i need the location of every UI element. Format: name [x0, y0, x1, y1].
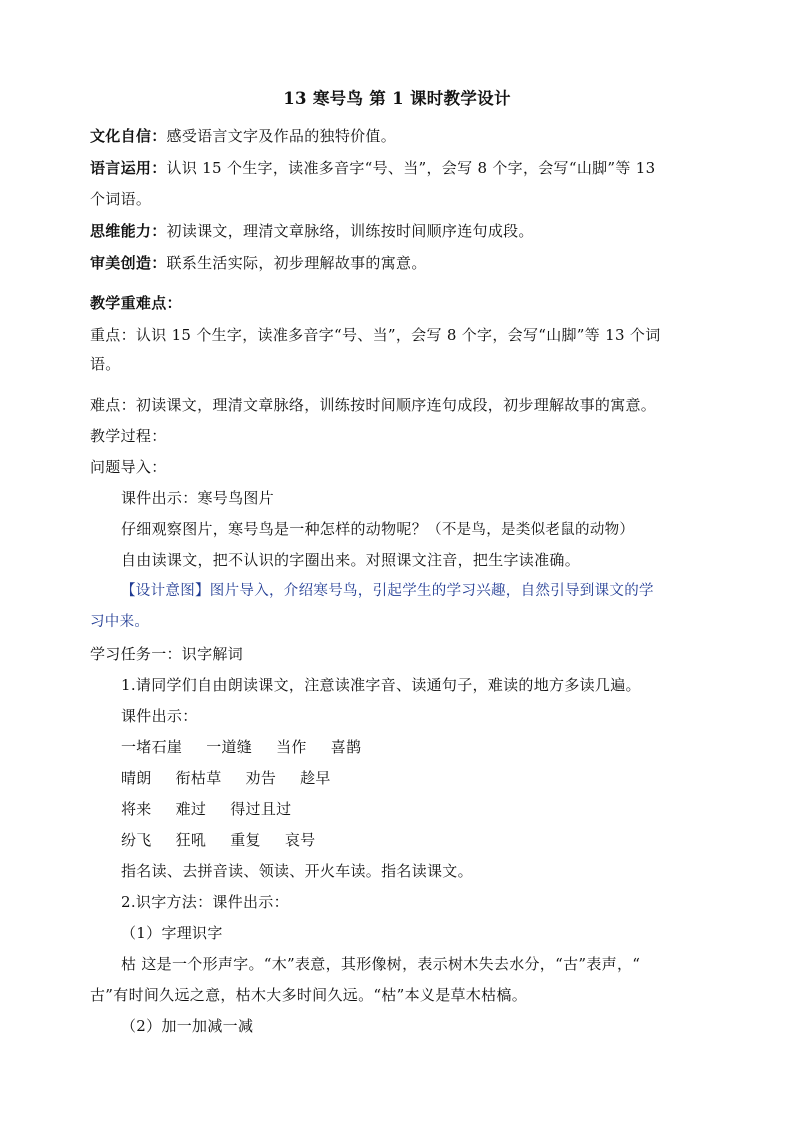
goal-culture [90, 125, 710, 147]
task1-slide: 课件出示： [121, 707, 198, 725]
goal-label: 审美创造： [90, 254, 167, 272]
goal-aesthetic [90, 252, 710, 274]
goal-language-cont [90, 188, 710, 210]
word-item: 纷飞 [121, 831, 152, 849]
word-item: 一道缝 [206, 738, 253, 756]
key-point-2: 难点：初读课文，理清文章脉络，训练按时间顺序连句成段，初步理解故事的寓意。 [90, 396, 657, 414]
word-item: 难过 [175, 800, 207, 818]
design-intent: 【设计意图】图片导入，介绍寒号鸟，引起学生的学习兴趣，自然引导到课文的学 [121, 583, 654, 599]
key-point-1-cont: 语。 [90, 355, 121, 373]
method-1-header: （1）字理识字 [121, 924, 223, 942]
word-item: 得过且过 [230, 800, 292, 818]
goal-label: 语言运用： [90, 159, 167, 177]
word-item: 劝告 [245, 769, 277, 787]
intro-header: 问题导入： [90, 458, 167, 476]
word-item: 狂吼 [175, 831, 207, 849]
process-header: 教学过程： [90, 427, 167, 445]
word-row [121, 798, 710, 820]
word-item: 重复 [230, 831, 261, 849]
task1-header: 学习任务一：识字解词 [90, 645, 244, 663]
intro-question: 仔细观察图片，寒号鸟是一种怎样的动物呢？ [121, 520, 428, 538]
goal-text: 联系生活实际，初步理解故事的寓意。 [166, 254, 427, 272]
key-point-1: 重点：认识 15 个生字，读准多音字“号、当”，会写 8 个字，会写“山脚”等 13 个词 [90, 326, 661, 344]
task1-step-reading: 指名读、去拼音读、领读、开火车读。指名读课文。 [121, 862, 473, 880]
intro-line-2 [121, 518, 710, 541]
intro-line-3: 自由读课文，把不认识的字圈出来。对照课文注音，把生字读准确。 [121, 551, 581, 569]
goal-text: 初读课文，理清文章脉络，训练按时间顺序连句成段。 [166, 222, 534, 240]
word-item: 趁早 [300, 769, 331, 787]
goal-text: 认识 15 个生字，读准多音字“号、当”，会写 8 个字，会写“山脚”等 13 [166, 159, 656, 177]
word-item: 晴朗 [121, 769, 152, 787]
goal-thinking [90, 220, 710, 242]
goal-label: 文化自信： [90, 127, 167, 145]
goal-label: 思维能力： [90, 222, 167, 240]
intro-note: （不是鸟，是类似老鼠的动物） [427, 522, 635, 538]
design-intent-cont: 习中来。 [90, 614, 150, 630]
goal-text: 个词语。 [90, 190, 152, 208]
word-row [121, 829, 710, 851]
word-row [121, 767, 710, 789]
method-1-text-cont: 古”有时间久远之意，枯木大多时间久远。“枯”本义是草木枯槁。 [90, 986, 528, 1004]
word-item: 哀号 [284, 831, 316, 849]
intro-line-1: 课件出示：寒号鸟图片 [121, 489, 275, 507]
method-1-text: 枯 这是一个形声字。“木”表意，其形像树，表示树木失去水分，“古”表声，“ [121, 955, 641, 973]
method-2-header: （2）加一加减一减 [121, 1017, 254, 1035]
goal-text: 感受语言文字及作品的独特价值。 [166, 127, 397, 145]
word-item: 一堵石崖 [121, 738, 183, 756]
word-row [121, 736, 710, 758]
word-item: 当作 [276, 738, 307, 756]
word-item: 衔枯草 [175, 769, 222, 787]
key-header: 教学重难点： [90, 294, 182, 312]
page-title: 13 寒号鸟 第 1 课时教学设计 [283, 89, 511, 108]
task1-step-1: 1.请同学们自由朗读课文，注意读准字音、读通句子，难读的地方多读几遍。 [121, 676, 641, 694]
word-item: 将来 [121, 800, 152, 818]
goal-language [90, 157, 710, 179]
word-item: 喜鹊 [330, 738, 362, 756]
task1-step-2: 2.识字方法：课件出示： [121, 893, 289, 911]
